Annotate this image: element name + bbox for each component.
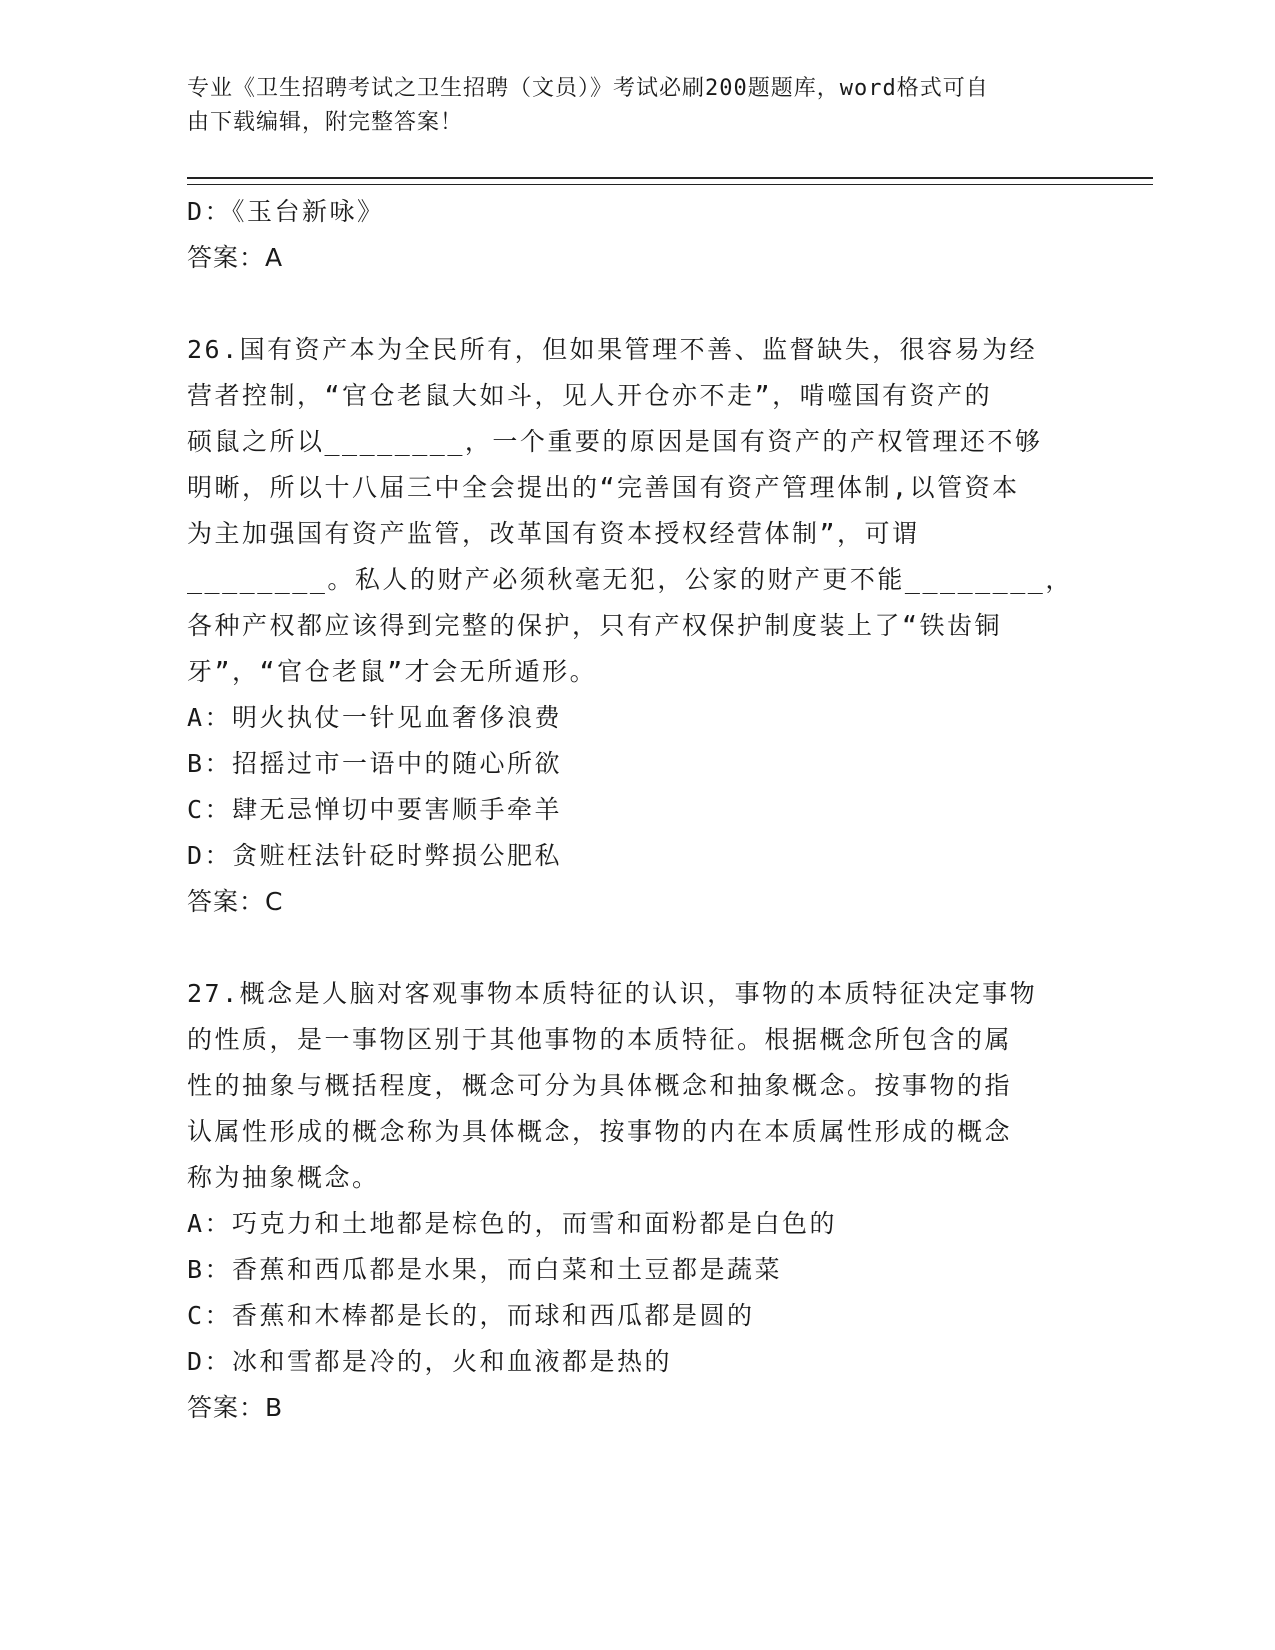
question-stem-line: 营者控制，“官仓老鼠大如斗，见人开仓亦不走”，啃噬国有资产的 (187, 381, 993, 410)
option-d: D：冰和雪都是冷的，火和血液都是热的 (187, 1347, 673, 1376)
question-stem-line: 硕鼠之所以________，一个重要的原因是国有资产的产权管理还不够 (187, 427, 1043, 456)
question-27 (187, 971, 1087, 1431)
question-stem-line: 称为抽象概念。 (187, 1163, 380, 1192)
question-stem-line: 牙”，“官仓老鼠”才会无所遁形。 (187, 657, 598, 686)
option-d: D：贪赃枉法针砭时弊损公肥私 (187, 841, 563, 870)
question-stem-line: ________。私人的财产必须秋毫无犯，公家的财产更不能________， (187, 565, 1073, 594)
question-stem-line: 的性质，是一事物区别于其他事物的本质特征。根据概念所包含的属 (187, 1025, 1013, 1054)
spacer (187, 281, 1087, 327)
option-a: A：明火执仗一针见血奢侈浪费 (187, 703, 563, 732)
option-b: B：招摇过市一语中的随心所欲 (187, 749, 563, 778)
question-stem-line: 明晰，所以十八届三中全会提出的“完善国有资产管理体制,以管资本 (187, 473, 1020, 502)
option-b: B：香蕉和西瓜都是水果，而白菜和土豆都是蔬菜 (187, 1255, 783, 1284)
document-body (187, 189, 1087, 1431)
option-c: C：肆无忌惮切中要害顺手牵羊 (187, 795, 563, 824)
question-stem-line: 26.国有资产本为全民所有，但如果管理不善、监督缺失，很容易为经 (187, 335, 1038, 364)
question-26 (187, 327, 1087, 925)
question-stem-line: 各种产权都应该得到完整的保护，只有产权保护制度装上了“铁齿铜 (187, 611, 1003, 640)
header-title-line-2: 由下载编辑，附完整答案！ (187, 110, 464, 135)
question-stem-line: 27.概念是人脑对客观事物本质特征的认识，事物的本质特征决定事物 (187, 979, 1038, 1008)
spacer (187, 925, 1087, 971)
option-d: D：《玉台新咏》 (187, 197, 385, 226)
question-stem-line: 认属性形成的概念称为具体概念，按事物的内在本质属性形成的概念 (187, 1117, 1013, 1146)
header-divider (187, 177, 1153, 185)
header-title-line-1: 专业《卫生招聘考试之卫生招聘（文员）》考试必刷200题题库，word格式可自 (187, 76, 989, 101)
question-25-tail (187, 189, 1087, 281)
question-stem-line: 为主加强国有资产监管，改革国有资本授权经营体制”，可谓 (187, 519, 920, 548)
option-c: C：香蕉和木棒都是长的，而球和西瓜都是圆的 (187, 1301, 755, 1330)
page-header (187, 72, 1067, 140)
answer-label: 答案：C (187, 887, 284, 916)
answer-label: 答案：A (187, 243, 284, 272)
option-a: A：巧克力和土地都是棕色的，而雪和面粉都是白色的 (187, 1209, 838, 1238)
question-stem-line: 性的抽象与概括程度，概念可分为具体概念和抽象概念。按事物的指 (187, 1071, 1013, 1100)
answer-label: 答案：B (187, 1393, 284, 1422)
